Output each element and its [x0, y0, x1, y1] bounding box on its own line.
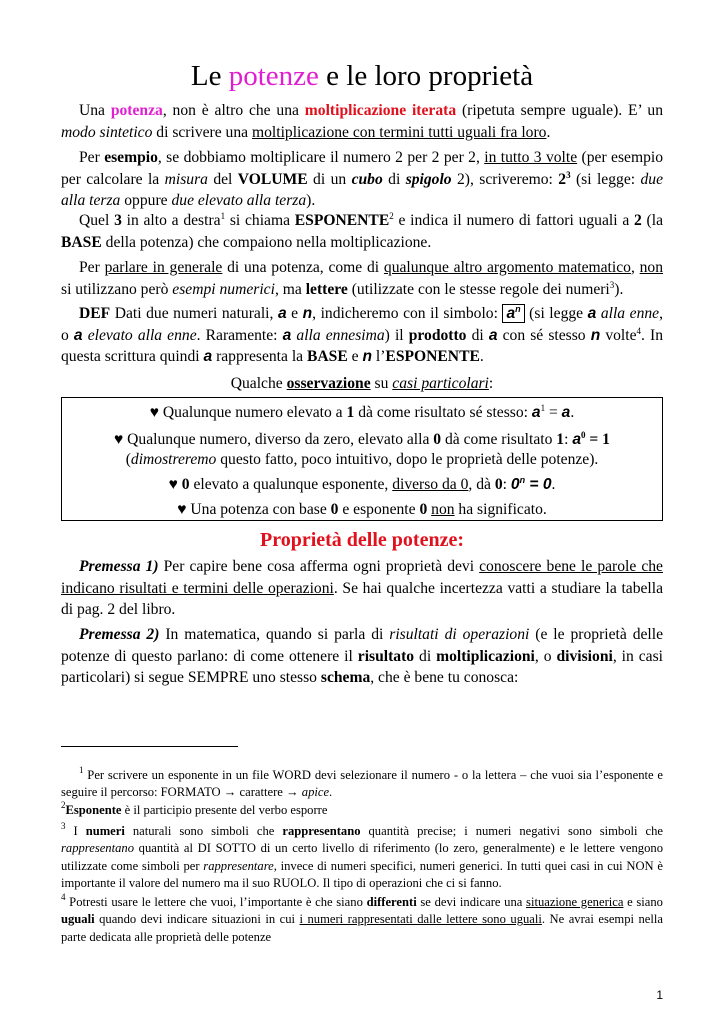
observation-item: ♥ Qualunque numero, diverso da zero, elevato alla 0 dà come risultato 1: $a^0 = 1$ — [114, 430, 610, 448]
heart-bullet-icon: ♥ — [168, 476, 178, 493]
heart-bullet-icon: ♥ — [114, 431, 124, 448]
footnote-3: $^3$ I numeri naturali sono simboli che rappresentano quantità precise; i numeri negativi sono simboli che rappresentano quantità al DI SOTTO di un certo livello di riferimento (lo zero, generalmente) e le lettere vengono utilizzate come simboli per rappresentare, invece di numeri specifici, numeri generici. In tutti quei casi in cui NON è importante il valore del numero ma il suo RUOLO. Il tipo di operazioni che ci si fanno. — [61, 821, 663, 891]
arrow-right-icon: → — [286, 785, 299, 800]
paragraph-example: Per esempio, se dobbiamo moltiplicare il numero 2 per 2 per 2, in tutto 3 volte (per esempio per calcolare la misura del VOLUME di un cubo di spigolo 2), scriveremo: $2^3$ (si legge: due alla terza oppure due elevato alla terza). — [61, 149, 664, 209]
heart-bullet-icon: ♥ — [149, 404, 160, 421]
paragraph-def: DEF Dati due numeri naturali, a e n, indicheremo con il simbolo: $a^n$ (si legge a alla enne, o a elevato alla enne. Raramente: a alla ennesima) il prodotto di a con sé stesso n volte$^4$. In questa scrittura quindi a rappresenta la BASE e n l’ESPONENTE. — [61, 304, 663, 365]
observations-box — [61, 397, 663, 521]
observations-heading: Qualche osservazione su casi particolari: — [230, 375, 494, 392]
paragraph-general: Per parlare in generale di una potenza, come di qualunque altro argomento matematico, non si utilizzano però esempi numerici, ma lettere (utilizzate con le stesse regole dei numeri$^3$). — [61, 259, 664, 298]
premise-2: Premessa 2) In matematica, quando si parla di risultati di operazioni (e le proprietà delle potenze di questo parlano: di come ottenere il risultato di moltiplicazioni, o divisioni, in casi particolari) si segue SEMPRE uno stesso schema, che è bene tu conosca: — [61, 626, 664, 686]
observation-item: ♥ Qualunque numero elevato a 1 dà come risultato sé stesso: $a^1 = a$. — [149, 403, 575, 421]
premise-1: Premessa 1) Per capire bene cosa afferma ogni proprietà devi conoscere bene le parole che indicano risultati e termini delle operazioni. Se hai qualche incertezza vatti a studiare la tabella di pag. 2 del libro. — [61, 558, 663, 618]
page-number: 1 — [656, 988, 663, 1002]
footnote-4: $^4$ Potresti usare le lettere che vuoi, l’importante è che siano differenti se devi indicare una situazione generica e siano uguali quando devi indicare situazioni in cui i numeri rappresentati dalle lettere sono uguali. Ne avrai esempi nella parte dedicata alle proprietà delle potenze — [61, 892, 663, 944]
footnote-separator — [61, 746, 238, 747]
footnote-1: $^1$ Per scrivere un esponente in un file WORD devi selezionare il numero - o la lettera – che vuoi sia l’esponente e seguire il percorso: FORMATO → carattere → apice. — [61, 765, 663, 800]
heart-bullet-icon: ♥ — [177, 501, 187, 518]
paragraph-definition: Una potenza, non è altro che una moltiplicazione iterata (ripetuta sempre uguale). E’ un modo sintetico di scrivere una moltiplicazione con termini tutti uguali fra loro. — [61, 102, 663, 141]
observation-item: ♥ 0 elevato a qualunque esponente, diverso da 0, dà 0: $0^n = 0$. — [168, 475, 556, 493]
observation-item: ♥ Una potenza con base 0 e esponente 0 non ha significato. — [177, 501, 547, 518]
page-title: Le potenze e le loro proprietà — [190, 60, 534, 92]
power-symbol-box: $a^n$ — [502, 304, 524, 323]
footnote-2: $^2$Esponente è il participio presente del verbo esporre — [61, 800, 328, 817]
paragraph-exponent: Quel 3 in alto a destra$^1$ si chiama ESPONENTE$^2$ e indica il numero di fattori uguali a 2 (la BASE della potenza) che compaiono nella moltiplicazione. — [61, 211, 663, 251]
observation-note: (dimostreremo questo fatto, poco intuitivo, dopo le proprietà delle potenze). — [125, 451, 599, 468]
section-title: Proprietà delle potenze: — [259, 529, 464, 551]
arrow-right-icon: → — [223, 785, 237, 800]
